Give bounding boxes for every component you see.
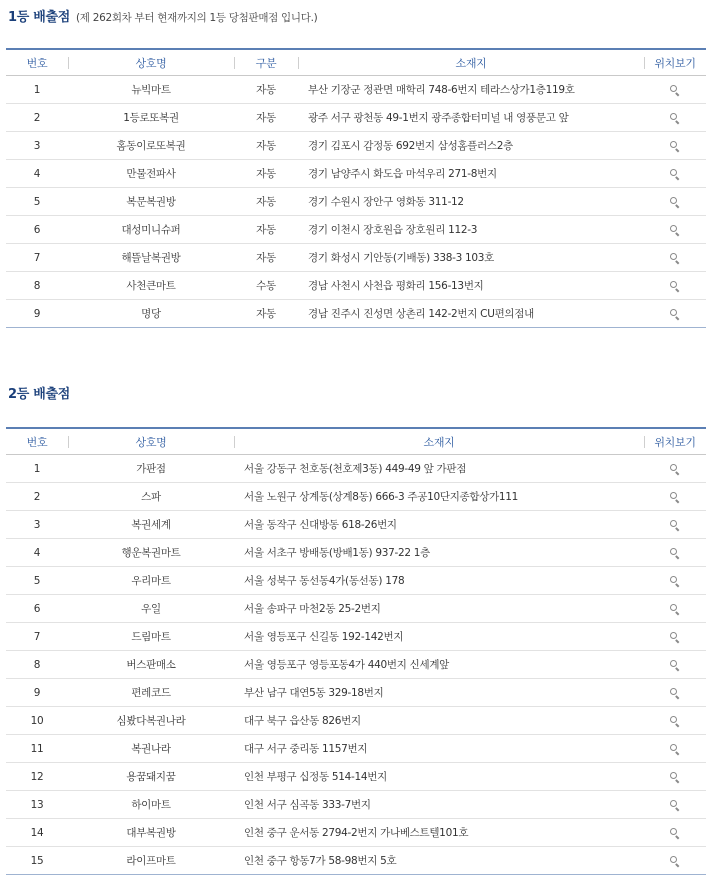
cell-name: 1등로또복권: [68, 104, 234, 132]
cell-name: 복권나라: [68, 735, 234, 763]
cell-addr: 경기 남양주시 화도읍 마석우리 271-8번지: [298, 160, 644, 188]
table-row: [6, 763, 706, 791]
cell-no: 9: [6, 300, 68, 328]
cell-name: 가판점: [68, 455, 234, 483]
cell-no: 9: [6, 679, 68, 707]
magnifier-icon[interactable]: [669, 491, 681, 503]
magnifier-icon[interactable]: [669, 631, 681, 643]
cell-addr: 서울 동작구 신대방동 618-26번지: [234, 511, 644, 539]
cell-addr: 서울 송파구 마천2동 25-2번지: [234, 595, 644, 623]
magnifier-icon[interactable]: [669, 575, 681, 587]
magnifier-icon[interactable]: [669, 224, 681, 236]
cell-no: 8: [6, 651, 68, 679]
table-row: [6, 595, 706, 623]
table-header-row: [6, 49, 706, 76]
header-name: 상호명: [68, 49, 234, 76]
magnifier-icon[interactable]: [669, 659, 681, 671]
magnifier-icon[interactable]: [669, 168, 681, 180]
cell-name: 편레코드: [68, 679, 234, 707]
cell-no: 2: [6, 483, 68, 511]
cell-name: 복문복권방: [68, 188, 234, 216]
magnifier-icon[interactable]: [669, 771, 681, 783]
cell-name: 복권세계: [68, 511, 234, 539]
map-cell: [644, 511, 706, 539]
cell-name: 스파: [68, 483, 234, 511]
cell-addr: 인천 서구 심곡동 333-7번지: [234, 791, 644, 819]
magnifier-icon[interactable]: [669, 547, 681, 559]
first-prize-section-title: [8, 6, 317, 28]
cell-no: 3: [6, 511, 68, 539]
cell-name: 우리마트: [68, 567, 234, 595]
map-cell: [644, 567, 706, 595]
header-type: 구분: [234, 49, 298, 76]
table-row: [6, 679, 706, 707]
cell-addr: 인천 부평구 십정동 514-14번지: [234, 763, 644, 791]
cell-no: 11: [6, 735, 68, 763]
table-row: [6, 244, 706, 272]
table-row: [6, 735, 706, 763]
magnifier-icon[interactable]: [669, 715, 681, 727]
magnifier-icon[interactable]: [669, 252, 681, 264]
cell-addr: 광주 서구 광천동 49-1번지 광주종합터미널 내 영풍문고 앞: [298, 104, 644, 132]
map-cell: [644, 76, 706, 104]
cell-no: 1: [6, 455, 68, 483]
table-row: [6, 216, 706, 244]
header-address: 소재지: [298, 49, 644, 76]
table-row: [6, 651, 706, 679]
magnifier-icon[interactable]: [669, 827, 681, 839]
map-cell: [644, 707, 706, 735]
cell-name: 심봤다복권나라: [68, 707, 234, 735]
magnifier-icon[interactable]: [669, 112, 681, 124]
cell-addr: 대구 서구 중리동 1157번지: [234, 735, 644, 763]
map-cell: [644, 132, 706, 160]
map-cell: [644, 847, 706, 875]
cell-addr: 대구 북구 읍산동 826번지: [234, 707, 644, 735]
table-row: [6, 847, 706, 875]
table-row: [6, 819, 706, 847]
table-row: [6, 791, 706, 819]
header-address: 소재지: [234, 428, 644, 455]
magnifier-icon[interactable]: [669, 519, 681, 531]
magnifier-icon[interactable]: [669, 799, 681, 811]
map-cell: [644, 300, 706, 328]
cell-no: 7: [6, 244, 68, 272]
cell-no: 1: [6, 76, 68, 104]
header-map: 위치보기: [644, 428, 706, 455]
cell-addr: 경기 김포시 감정동 692번지 삼성홈플러스2층: [298, 132, 644, 160]
magnifier-icon[interactable]: [669, 280, 681, 292]
table-row: [6, 539, 706, 567]
cell-no: 6: [6, 216, 68, 244]
second-prize-title: 2등 배출점: [8, 387, 71, 402]
first-prize-title: 1등 배출점: [8, 10, 71, 25]
header-name: 상호명: [68, 428, 234, 455]
cell-name: 버스판매소: [68, 651, 234, 679]
cell-addr: 서울 성북구 동선동4가(동선동) 178: [234, 567, 644, 595]
magnifier-icon[interactable]: [669, 140, 681, 152]
magnifier-icon[interactable]: [669, 743, 681, 755]
cell-name: 용꿈돼지꿈: [68, 763, 234, 791]
cell-no: 2: [6, 104, 68, 132]
cell-addr: 경기 이천시 장호원읍 장호원리 112-3: [298, 216, 644, 244]
cell-type: 자동: [234, 132, 298, 160]
second-prize-table: [6, 427, 706, 875]
cell-no: 5: [6, 188, 68, 216]
cell-addr: 서울 노원구 상계동(상계8동) 666-3 주공10단지종합상가111: [234, 483, 644, 511]
cell-name: 우일: [68, 595, 234, 623]
table-row: [6, 272, 706, 300]
table-row: [6, 160, 706, 188]
cell-no: 15: [6, 847, 68, 875]
cell-addr: 서울 서초구 방배동(방배1동) 937-22 1층: [234, 539, 644, 567]
cell-no: 4: [6, 539, 68, 567]
cell-name: 하이마트: [68, 791, 234, 819]
cell-type: 자동: [234, 76, 298, 104]
cell-addr: 경기 화성시 기안동(기배동) 338-3 103호: [298, 244, 644, 272]
cell-addr: 서울 영등포구 영등포동4가 440번지 신세계앞: [234, 651, 644, 679]
cell-type: 자동: [234, 244, 298, 272]
first-prize-table-body: [6, 76, 706, 328]
header-no: 번호: [6, 49, 68, 76]
map-cell: [644, 735, 706, 763]
magnifier-icon[interactable]: [669, 84, 681, 96]
table-row: [6, 511, 706, 539]
cell-no: 13: [6, 791, 68, 819]
cell-no: 4: [6, 160, 68, 188]
map-cell: [644, 539, 706, 567]
cell-type: 수동: [234, 272, 298, 300]
first-prize-note: (제 262회차 부터 현재까지의 1등 당첨판매점 입니다.): [76, 12, 318, 24]
table-row: [6, 76, 706, 104]
cell-addr: 경남 진주시 진성면 상촌리 142-2번지 CU편의점내: [298, 300, 644, 328]
map-cell: [644, 679, 706, 707]
cell-name: 행운복권마트: [68, 539, 234, 567]
table-row: [6, 483, 706, 511]
cell-name: 사천큰마트: [68, 272, 234, 300]
cell-type: 자동: [234, 188, 298, 216]
cell-no: 7: [6, 623, 68, 651]
map-cell: [644, 483, 706, 511]
cell-addr: 인천 중구 항동7가 58-98번지 5호: [234, 847, 644, 875]
header-no: 번호: [6, 428, 68, 455]
map-cell: [644, 455, 706, 483]
cell-type: 자동: [234, 104, 298, 132]
table-row: [6, 300, 706, 328]
cell-name: 라이프마트: [68, 847, 234, 875]
first-prize-table: [6, 48, 706, 328]
cell-name: 뉴빅마트: [68, 76, 234, 104]
table-row: [6, 132, 706, 160]
table-row: [6, 707, 706, 735]
map-cell: [644, 763, 706, 791]
header-map: 위치보기: [644, 49, 706, 76]
cell-addr: 서울 강동구 천호동(천호제3동) 449-49 앞 가판점: [234, 455, 644, 483]
cell-addr: 부산 기장군 정관면 매학리 748-6번지 테라스상가1층119호: [298, 76, 644, 104]
map-cell: [644, 819, 706, 847]
table-row: [6, 455, 706, 483]
table-row: [6, 188, 706, 216]
cell-name: 홈동이로또복권: [68, 132, 234, 160]
table-row: [6, 104, 706, 132]
cell-addr: 인천 중구 운서동 2794-2번지 가나베스트텔101호: [234, 819, 644, 847]
table-row: [6, 623, 706, 651]
map-cell: [644, 791, 706, 819]
magnifier-icon[interactable]: [669, 687, 681, 699]
cell-no: 5: [6, 567, 68, 595]
map-cell: [644, 216, 706, 244]
table-row: [6, 567, 706, 595]
cell-addr: 부산 남구 대연5동 329-18번지: [234, 679, 644, 707]
magnifier-icon[interactable]: [669, 603, 681, 615]
cell-name: 명당: [68, 300, 234, 328]
second-prize-table-body: [6, 455, 706, 875]
cell-name: 대부복권방: [68, 819, 234, 847]
magnifier-icon[interactable]: [669, 196, 681, 208]
second-prize-section-title: [8, 383, 70, 405]
map-cell: [644, 160, 706, 188]
table-header-row: [6, 428, 706, 455]
cell-name: 만물전파사: [68, 160, 234, 188]
map-cell: [644, 272, 706, 300]
magnifier-icon[interactable]: [669, 463, 681, 475]
map-cell: [644, 104, 706, 132]
map-cell: [644, 623, 706, 651]
map-cell: [644, 244, 706, 272]
map-cell: [644, 595, 706, 623]
cell-no: 10: [6, 707, 68, 735]
cell-no: 8: [6, 272, 68, 300]
cell-no: 12: [6, 763, 68, 791]
cell-addr: 서울 영등포구 신길동 192-142번지: [234, 623, 644, 651]
cell-no: 6: [6, 595, 68, 623]
cell-type: 자동: [234, 160, 298, 188]
map-cell: [644, 651, 706, 679]
cell-no: 14: [6, 819, 68, 847]
cell-type: 자동: [234, 216, 298, 244]
magnifier-icon[interactable]: [669, 855, 681, 867]
cell-type: 자동: [234, 300, 298, 328]
magnifier-icon[interactable]: [669, 308, 681, 320]
map-cell: [644, 188, 706, 216]
cell-name: 드림마트: [68, 623, 234, 651]
cell-no: 3: [6, 132, 68, 160]
cell-addr: 경남 사천시 사천읍 평화리 156-13번지: [298, 272, 644, 300]
cell-name: 대성미니슈퍼: [68, 216, 234, 244]
cell-addr: 경기 수원시 장안구 영화동 311-12: [298, 188, 644, 216]
cell-name: 해뜰날복권방: [68, 244, 234, 272]
